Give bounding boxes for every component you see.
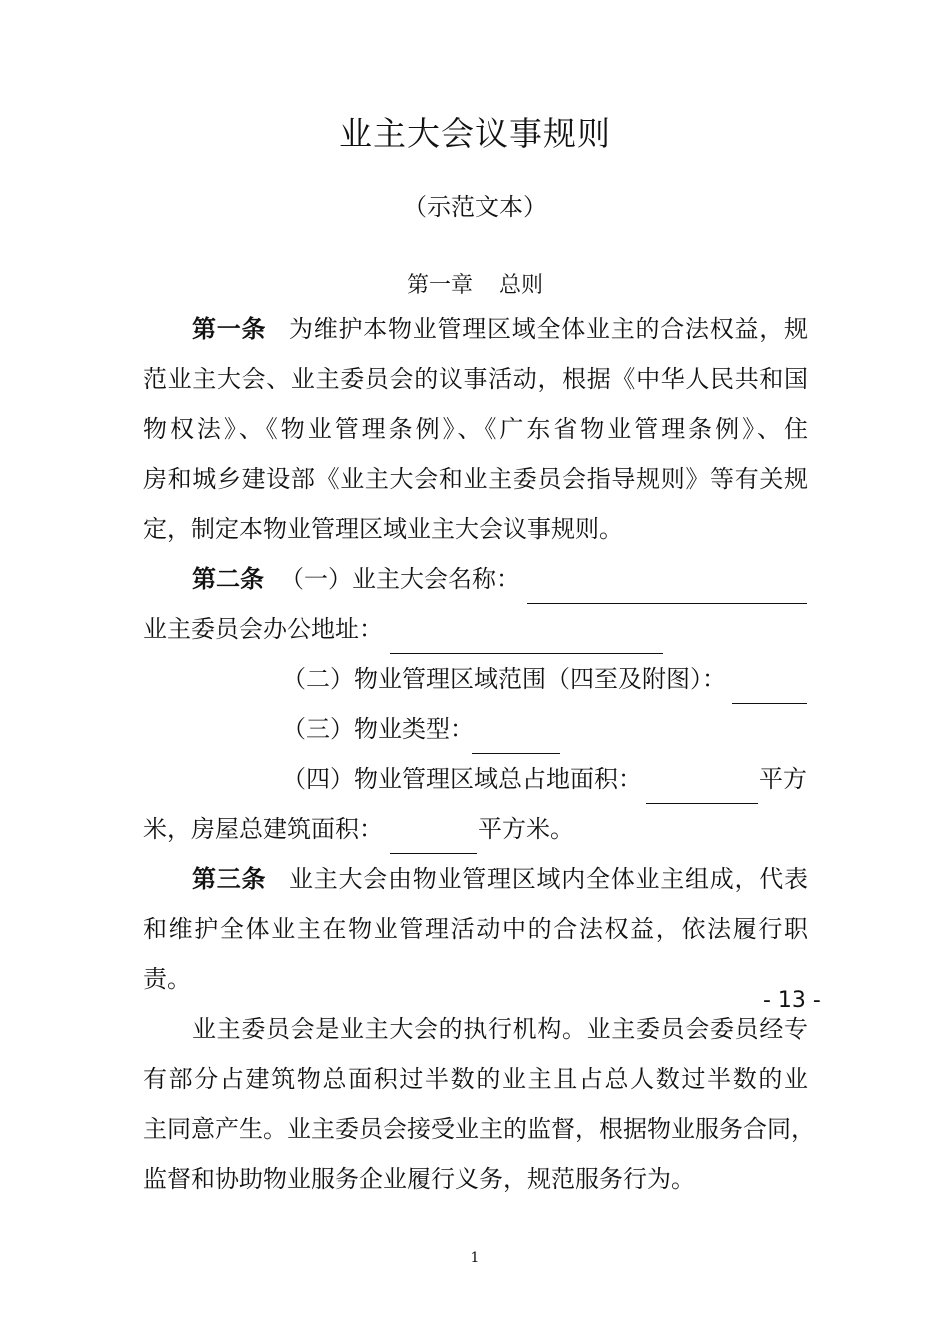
assembly-name-label: （一）业主大会名称：	[280, 565, 520, 593]
paragraph-line-4: 监督和协助物业服务企业履行义务，规范服务行为。	[143, 1165, 695, 1193]
property-type-label: （三）物业类型：	[282, 715, 474, 743]
building-area-unit: 平方米。	[478, 815, 574, 843]
article-2-label: 第二条	[192, 565, 264, 593]
article-1-line-2: 范业主大会、业主委员会的议事活动，根据《中华人民共和国	[143, 365, 808, 393]
article-1-line-1: 第一条 为维护本物业管理区域全体业主的合法权益，规	[192, 315, 808, 343]
chapter-heading	[0, 268, 950, 299]
article-1-line-4: 房和城乡建设部《业主大会和业主委员会指导规则》等有关规	[143, 465, 808, 493]
page-marker: - 13 -	[763, 988, 821, 1013]
paragraph-line-1: 业主委员会是业主大会的执行机构。业主委员会委员经专	[192, 1015, 808, 1043]
article-3-line-2: 和维护全体业主在物业管理活动中的合法权益，依法履行职	[143, 915, 808, 943]
document-title: 业主大会议事规则	[339, 114, 611, 153]
land-area-unit: 平方	[759, 765, 807, 793]
chapter-name: 总则	[499, 273, 544, 298]
building-area-blank	[390, 853, 477, 854]
article-2-line-1	[192, 563, 808, 595]
chapter-number: 第一章	[406, 273, 473, 298]
article-1-line-5: 定，制定本物业管理区域业主大会议事规则。	[143, 515, 623, 543]
article-1-line-3: 物权法》、《物业管理条例》、《广东省物业管理条例》、住	[143, 415, 808, 443]
article-3-line-1: 第三条 业主大会由物业管理区域内全体业主组成，代表	[192, 865, 808, 893]
land-area-label: （四）物业管理区域总占地面积：	[282, 765, 642, 793]
land-area-line	[282, 763, 808, 795]
land-area-blank	[646, 803, 758, 804]
article-3-line-3: 责。	[143, 965, 191, 993]
property-type-blank	[472, 753, 560, 754]
paragraph-line-3: 主同意产生。业主委员会接受业主的监督，根据物业服务合同，	[143, 1115, 815, 1143]
article-3-label: 第三条	[192, 865, 267, 893]
office-address-blank	[390, 653, 663, 654]
assembly-name-blank	[527, 603, 807, 604]
area-scope-label: （二）物业管理区域范围（四至及附图）：	[282, 665, 726, 693]
office-address-label: 业主委员会办公地址：	[143, 615, 383, 643]
building-area-label: 米，房屋总建筑面积：	[143, 815, 383, 843]
article-1-label: 第一条	[192, 315, 267, 343]
area-scope-blank	[732, 703, 807, 704]
document-subtitle: （示范文本）	[403, 193, 547, 221]
footer-page-number: 1	[470, 1250, 480, 1266]
paragraph-line-2: 有部分占建筑物总面积过半数的业主且占总人数过半数的业	[143, 1065, 808, 1093]
